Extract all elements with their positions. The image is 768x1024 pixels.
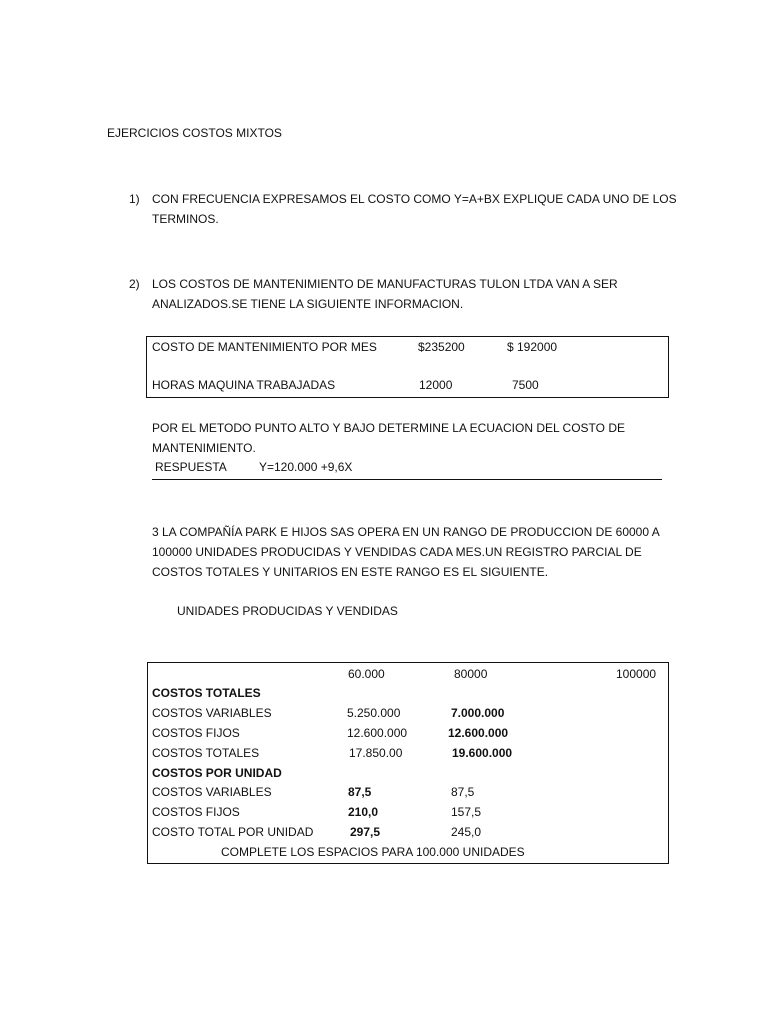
method-line-2: MANTENIMIENTO.	[152, 441, 256, 455]
question-3-line-1: 3 LA COMPAÑÍA PARK E HIJOS SAS OPERA EN UN RANGO DE PRODUCCION DE 60000 A	[152, 525, 660, 539]
row-value-60000: 12.600.000	[347, 726, 408, 740]
units-subtitle: UNIDADES PRODUCIDAS Y VENDIDAS	[177, 604, 398, 618]
machine-hours-label: HORAS MAQUINA TRABAJADAS	[152, 378, 336, 392]
header-100000: 100000	[616, 667, 657, 681]
question-1-number: 1)	[129, 192, 140, 206]
answer-underline	[152, 479, 662, 480]
answer-label: RESPUESTA	[155, 460, 227, 474]
maintenance-cost-label: COSTO DE MANTENIMIENTO POR MES	[152, 340, 377, 354]
row-value-60000: 87,5	[348, 785, 372, 799]
maintenance-cost-low: $ 192000	[507, 340, 558, 354]
page-title: EJERCICIOS COSTOS MIXTOS	[107, 126, 282, 140]
row-label: COSTOS TOTALES	[152, 746, 260, 760]
row-label: COSTOS VARIABLES	[152, 785, 272, 799]
row-value-80000: 157,5	[451, 805, 482, 819]
row-value-60000: 210,0	[348, 805, 379, 819]
row-value-80000: 12.600.000	[448, 726, 509, 740]
question-3-line-3: COSTOS TOTALES Y UNITARIOS EN ESTE RANGO ES EL SIGUIENTE.	[152, 565, 549, 579]
answer-value: Y=120.000 +9,6X	[259, 460, 353, 474]
table-footer-instruction: COMPLETE LOS ESPACIOS PARA 100.000 UNIDADES	[221, 845, 525, 859]
row-label: COSTOS FIJOS	[152, 726, 240, 740]
question-2-line-1: LOS COSTOS DE MANTENIMIENTO DE MANUFACTURAS TULON LTDA VAN A SER	[152, 277, 618, 291]
question-1-line-1: CON FRECUENCIA EXPRESAMOS EL COSTO COMO Y=A+BX EXPLIQUE CADA UNO DE LOS	[152, 192, 677, 206]
row-value-60000: 17.850.00	[349, 746, 403, 760]
row-value-80000: 7.000.000	[451, 706, 505, 720]
header-60000: 60.000	[348, 667, 385, 681]
row-label: COSTO TOTAL POR UNIDAD	[152, 825, 314, 839]
row-label: COSTOS FIJOS	[152, 805, 240, 819]
row-value-60000: 297,5	[350, 825, 381, 839]
method-line-1: POR EL METODO PUNTO ALTO Y BAJO DETERMINE LA ECUACION DEL COSTO DE	[152, 421, 626, 435]
machine-hours-low: 7500	[512, 378, 539, 392]
question-3-line-2: 100000 UNIDADES PRODUCIDAS Y VENDIDAS CADA MES.UN REGISTRO PARCIAL DE	[152, 545, 642, 559]
row-label: COSTOS VARIABLES	[152, 706, 272, 720]
machine-hours-high: 12000	[419, 378, 453, 392]
maintenance-cost-high: $235200	[418, 340, 465, 354]
row-value-60000: 5.250.000	[347, 706, 401, 720]
row-value-80000: 19.600.000	[452, 746, 513, 760]
question-1-line-2: TERMINOS.	[152, 212, 219, 226]
header-80000: 80000	[454, 667, 488, 681]
row-value-80000: 245,0	[451, 825, 482, 839]
question-2-line-2: ANALIZADOS.SE TIENE LA SIGUIENTE INFORMACION.	[152, 297, 464, 311]
question-2-number: 2)	[129, 277, 140, 291]
section-unit-costs: COSTOS POR UNIDAD	[152, 766, 282, 780]
row-value-80000: 87,5	[451, 785, 475, 799]
section-total-costs: COSTOS TOTALES	[152, 686, 261, 700]
